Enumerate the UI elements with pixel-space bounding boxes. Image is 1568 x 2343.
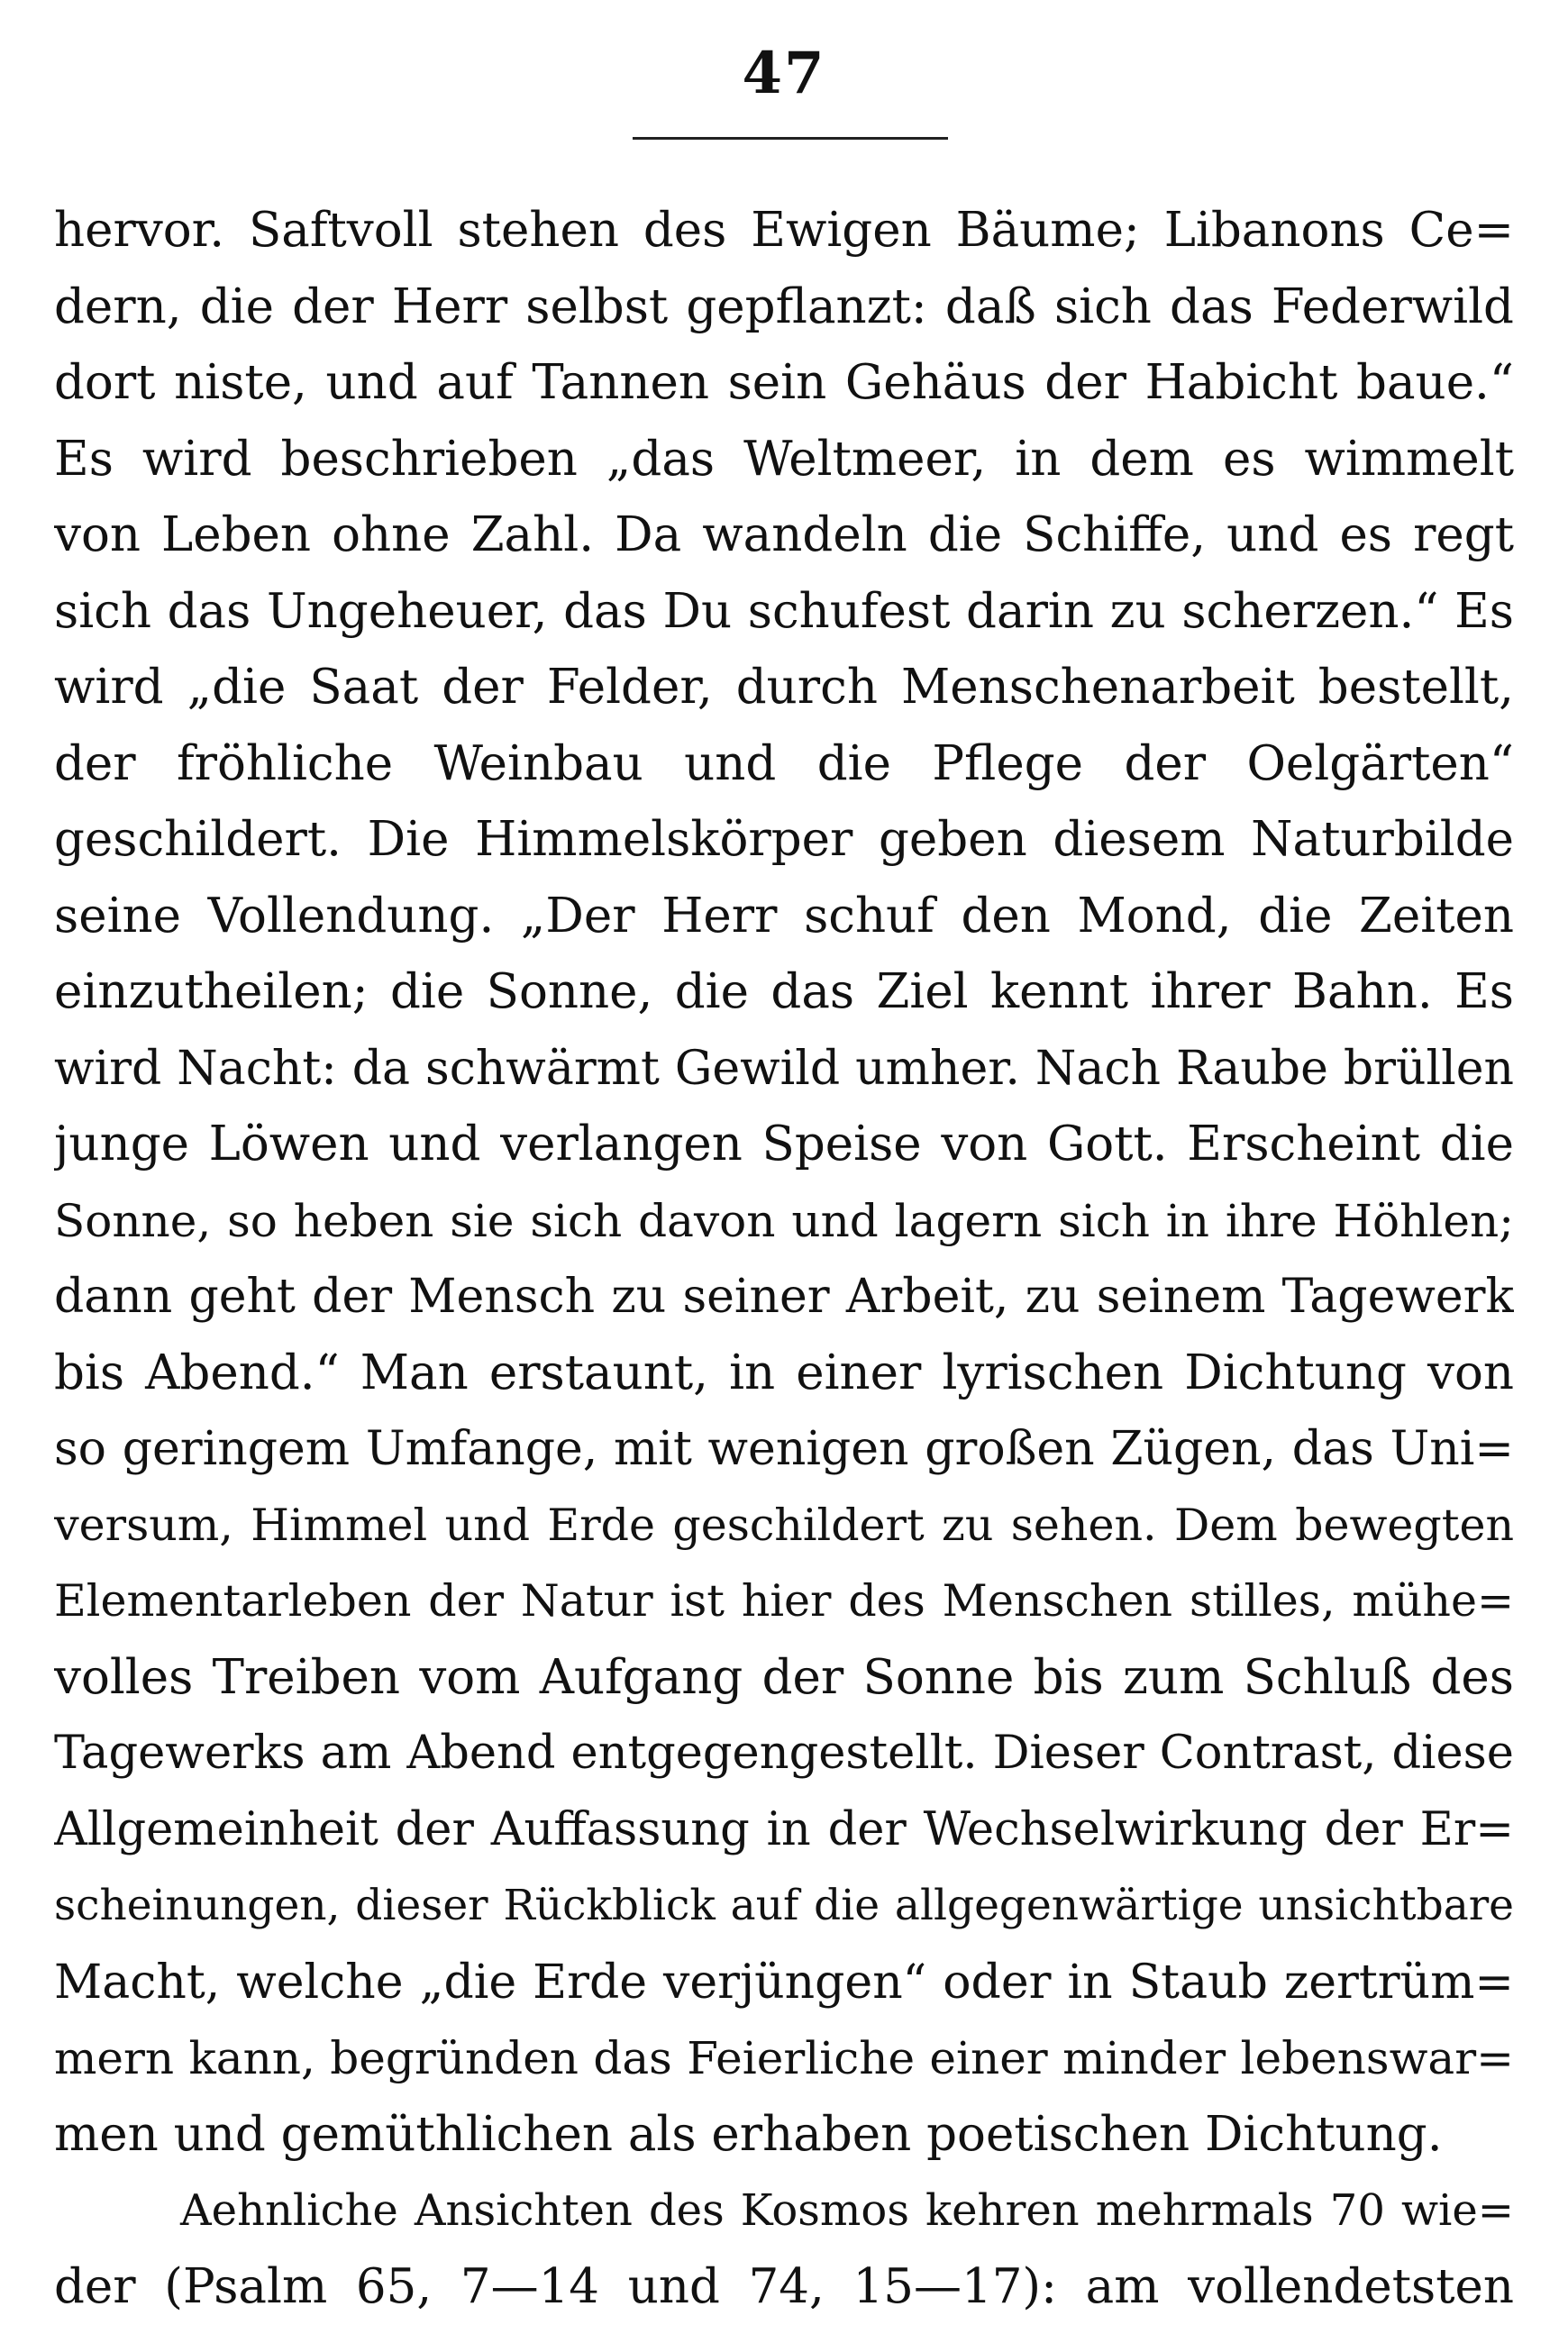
text-line: bis Abend.“ Man erstaunt, in einer lyrischen Dichtung von: [54, 1345, 1514, 1400]
text-line: der fröhliche Weinbau und die Pflege der Oelgärten“: [54, 735, 1514, 791]
text-line: Tagewerks am Abend entgegengestellt. Dieser Contrast, diese: [54, 1727, 1514, 1780]
body-text: [54, 193, 1514, 2325]
text-line: wird „die Saat der Felder, durch Menschenarbeit bestellt,: [54, 660, 1514, 715]
text-line: dann geht der Mensch zu seiner Arbeit, zu seinem Tagewerk: [54, 1270, 1514, 1324]
text-line: mern kann, begründen das Feierliche einer minder lebenswar=: [54, 2032, 1514, 2084]
text-line: scheinungen, dieser Rückblick auf die allgegenwärtige unsichtbare: [54, 1881, 1514, 1930]
header-rule: [633, 137, 948, 140]
text-line: Allgemeinheit der Auffassung in der Wechselwirkung der Er=: [54, 1802, 1514, 1856]
text-line: Sonne, so heben sie sich davon und lagern sich in ihre Höhlen;: [54, 1194, 1514, 1247]
text-line: seine Vollendung. „Der Herr schuf den Mond, die Zeiten: [54, 888, 1514, 944]
text-line: dern, die der Herr selbst gepflanzt: daß sich das Federwild: [54, 278, 1514, 334]
text-line: sich das Ungeheuer, das Du schufest darin zu scherzen.“ Es: [54, 583, 1514, 639]
text-line: junge Löwen und verlangen Speise von Gott. Erscheint die: [54, 1117, 1514, 1172]
paragraph-end-line: men und gemüthlichen als erhaben poetischen Dichtung.: [54, 2106, 1443, 2162]
text-line: Es wird beschrieben „das Weltmeer, in dem es wimmelt: [54, 431, 1514, 487]
text-line: versum, Himmel und Erde geschildert zu sehen. Dem bewegten: [54, 1499, 1514, 1551]
text-line: volles Treiben vom Aufgang der Sonne bis zum Schluß des: [54, 1649, 1514, 1705]
page-number: 47: [742, 40, 826, 107]
text-line: wird Nacht: da schwärmt Gewild umher. Nach Raube brüllen: [54, 1041, 1514, 1096]
paragraph-start-line: Aehnliche Ansichten des Kosmos kehren mehrmals 70 wie=: [180, 2185, 1514, 2236]
text-line: hervor. Saftvoll stehen des Ewigen Bäume; Libanons Ce=: [54, 203, 1514, 258]
text-line: Macht, welche „die Erde verjüngen“ oder in Staub zertrüm=: [54, 1955, 1514, 2010]
text-line: dort niste, und auf Tannen sein Gehäus der Habicht baue.“: [54, 355, 1514, 410]
text-line: so geringem Umfange, mit wenigen großen Zügen, das Uni=: [54, 1422, 1514, 1476]
text-line: von Leben ohne Zahl. Da wandeln die Schiffe, und es regt: [54, 507, 1514, 562]
text-line: der (Psalm 65, 7—14 und 74, 15—17): am vollendetsten: [54, 2258, 1514, 2314]
text-line: einzutheilen; die Sonne, die das Ziel kennt ihrer Bahn. Es: [54, 964, 1514, 1019]
text-line: geschildert. Die Himmelskörper geben diesem Naturbilde: [54, 812, 1514, 867]
text-line: Elementarleben der Natur ist hier des Menschen stilles, mühe=: [54, 1575, 1514, 1627]
